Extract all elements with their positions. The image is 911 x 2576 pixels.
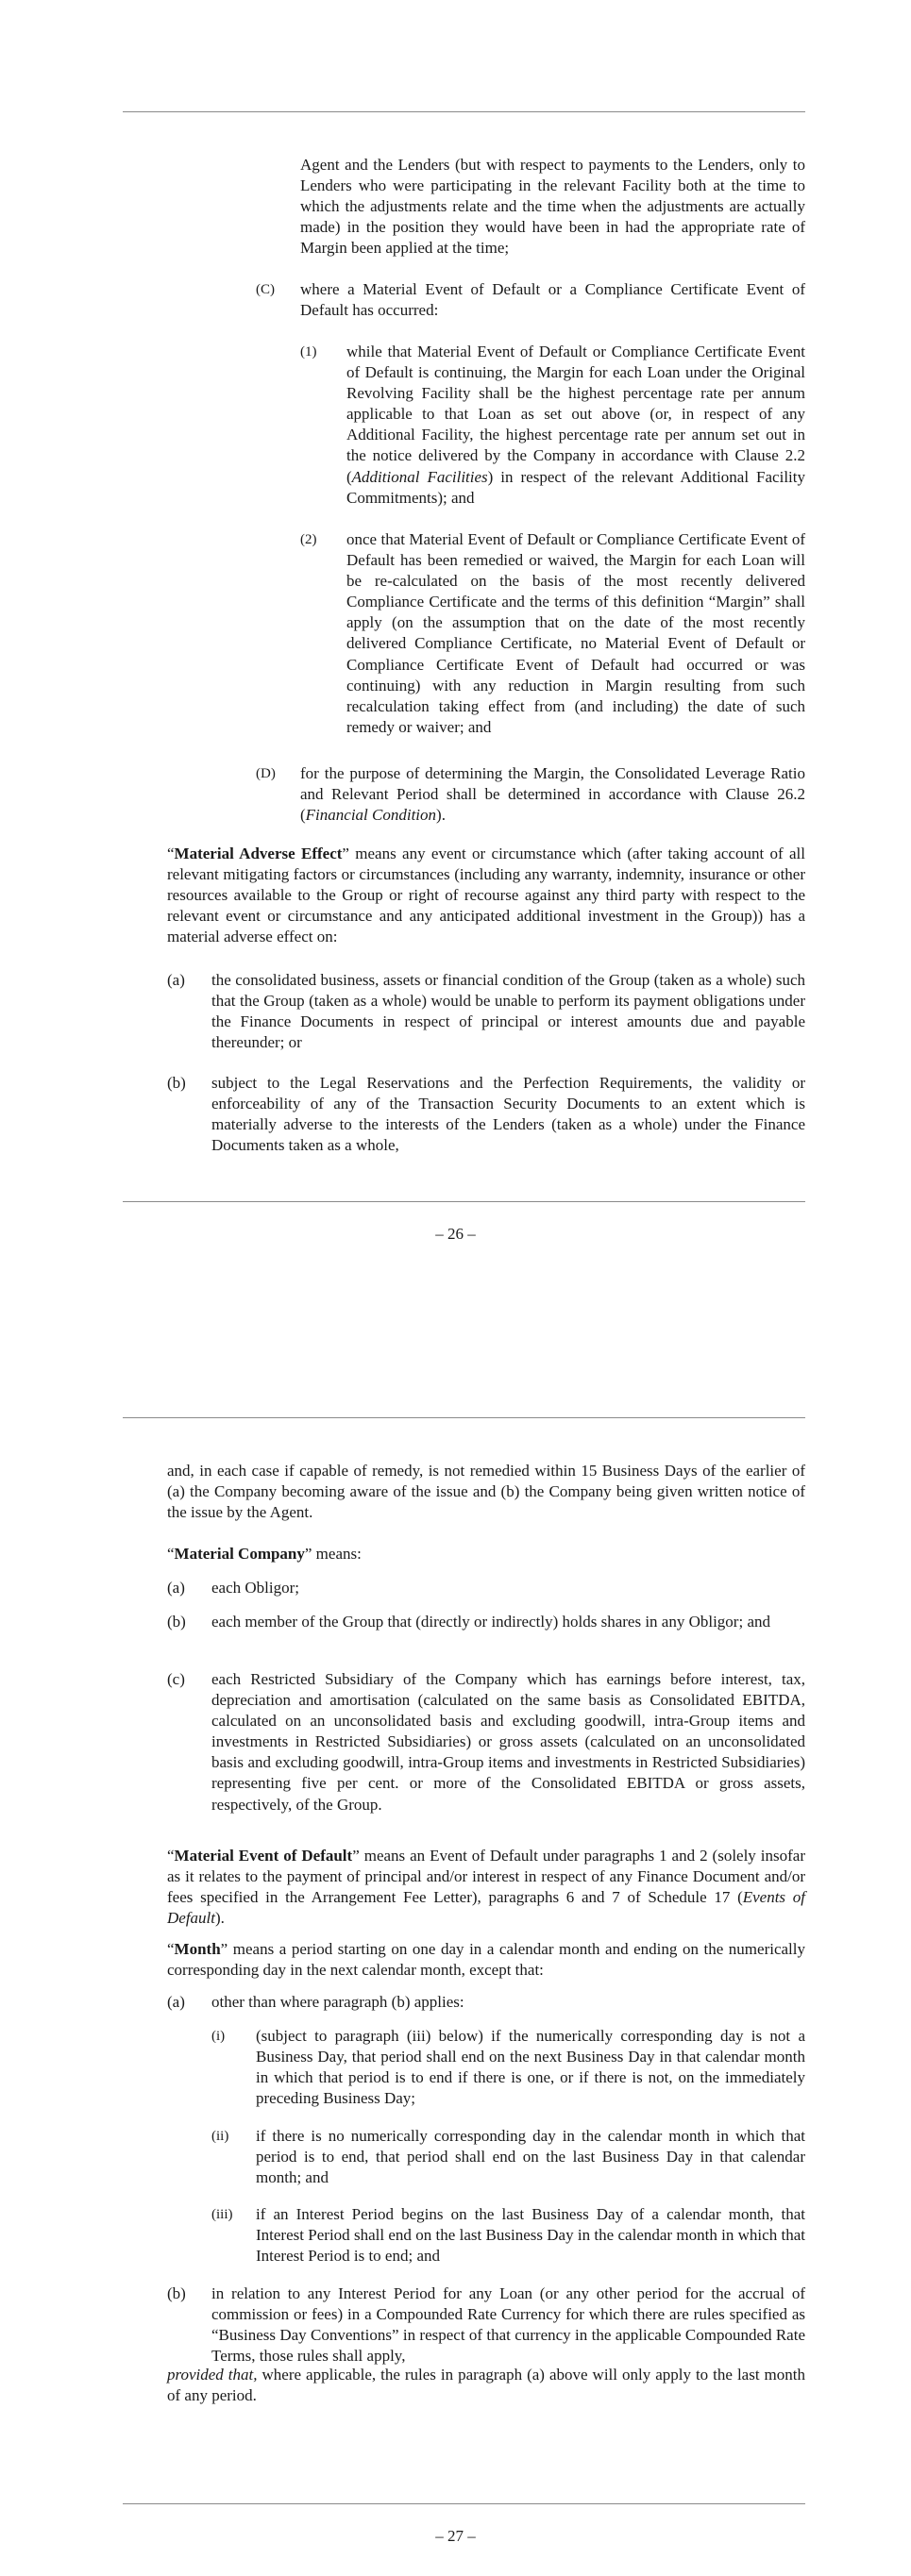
list-label-C1: (1): [300, 344, 317, 360]
definition-text: ” means any event or circumstance which (after taking account of all relevant mitigating factors or circumstances (including any warranty, indemnity, insurance or other resources available to the Group or right of recourse against any third party with respect to the relevant event or circumstance and any anticipated additional investment in the Group)) has a material adverse effect on:: [167, 845, 806, 946]
list-item-D: [300, 763, 805, 826]
proviso-paragraph: [167, 2365, 805, 2406]
page-26-bottom-rule: [123, 1201, 805, 1202]
page-27-top-rule: [123, 1417, 805, 1418]
definition-month: [167, 1939, 805, 1981]
defined-term: Material Company: [174, 1545, 305, 1563]
defined-term: Material Adverse Effect: [174, 845, 343, 862]
list-item-b: in relation to any Interest Period for any Loan (or any other period for the accrual of commission or fees) in a Compounded Rate Currency for which there are rules specified as “Business Day Conventions” in respect of that currency in the applicable Compounded Rate Terms, those rules shall apply,: [211, 2284, 805, 2366]
list-item-C: where a Material Event of Default or a Compliance Certificate Event of Default has occurred:: [300, 280, 805, 320]
list-item-C1-text-b: ) in respect of the relevant Additional Facility Commitments); and: [346, 467, 805, 507]
list-item-i: (subject to paragraph (iii) below) if the numerically corresponding day is not a Business Day, that period shall end on the next Business Day in that calendar month in which that period is to end if there is one, or if there is not, on the immediately preceding Business Day;: [256, 2027, 805, 2108]
list-label-ii: (ii): [211, 2129, 229, 2144]
list-item-D-text-italic: Financial Condition: [305, 806, 437, 825]
defined-term: Material Event of Default: [174, 1847, 353, 1865]
definition-text-b: ).: [215, 1909, 225, 1928]
list-label-b: (b): [167, 1613, 186, 1631]
list-label-a: (a): [167, 1993, 185, 2011]
list-item-C1-text-a: while that Material Event of Default or Compliance Certificate Event of Default is continuing, the Margin for each Loan under the Original Revolving Facility shall be the highest percentage rate per annum applicable to that Loan as set out above (or, in respect of any Additional Facility, the highest percentage rate per annum set out in the notice delivered by the Company in accordance with Clause 2.2 (: [346, 343, 805, 486]
definition-material-event-of-default: [167, 1846, 805, 1929]
definition-material-adverse-effect: [167, 844, 805, 947]
list-item-ii: if there is no numerically corresponding day in the calendar month in which that period is to end, that period shall end on the last Business Day in that calendar month; and: [256, 2127, 805, 2187]
quote-open: “: [167, 1545, 175, 1563]
list-item-D-text-a: for the purpose of determining the Margin, the Consolidated Leverage Ratio and Relevant Period shall be determined in accordance with Clause 26.2 (: [300, 764, 805, 825]
margin-paragraph-continuation: Agent and the Lenders (but with respect to payments to the Lenders, only to Lenders who were participating in the relevant Facility both at the time to which the adjustments relate and the time when the adjustments are actually made) in the position they would have been in had the appropriate rate of Margin been applied at the time;: [300, 156, 805, 258]
defined-term: Month: [174, 1940, 221, 1958]
definition-text: ” means a period starting on one day in a calendar month and ending on the numerically corresponding day in the next calendar month, except that:: [167, 1940, 805, 1980]
list-label-c: (c): [167, 1670, 185, 1688]
list-item-c: each Restricted Subsidiary of the Company which has earnings before interest, tax, depreciation and amortisation (calculated on the same basis as Consolidated EBITDA, calculated on an unconsolidated basis and excluding goodwill, intra-Group items and investments in Restricted Subsidiaries) or gross assets (calculated on an unconsolidated basis and excluding goodwill, intra-Group items and investments in Restricted Subsidiaries) representing five per cent. or more of the Consolidated EBITDA or gross assets, respectively, of the Group.: [211, 1670, 805, 1814]
list-label-a: (a): [167, 971, 185, 989]
list-label-C2: (2): [300, 532, 317, 547]
list-label-b: (b): [167, 1074, 186, 1092]
list-label-iii: (iii): [211, 2207, 233, 2222]
quote-open: “: [167, 1847, 175, 1865]
definition-material-company: [167, 1544, 805, 1564]
definition-text-italic: Events of Default: [167, 1888, 805, 1928]
definition-text-a: ” means an Event of Default under paragraphs 1 and 2 (solely insofar as it relates to the payment of principal and/or interest in respect of any Finance Document and/or fees specified in the Arrangement Fee Letter), paragraphs 6 and 7 of Schedule 17 (: [167, 1847, 805, 1907]
page-26-top-rule: [123, 111, 805, 112]
list-item-C1-text-italic: Additional Facilities: [351, 467, 488, 486]
page-27-bottom-rule: [123, 2503, 805, 2504]
proviso-italic: provided that,: [167, 2366, 258, 2384]
list-item-a: the consolidated business, assets or financial condition of the Group (taken as a whole) such that the Group (taken as a whole) would be unable to perform its payment obligations under the Finance Documents in respect of principal or interest amounts due and payable thereunder; or: [211, 971, 805, 1052]
list-item-a: other than where paragraph (b) applies:: [211, 1993, 464, 2011]
list-item-b: subject to the Legal Reservations and the Perfection Requirements, the validity or enforceability of any of the Transaction Security Documents to an extent which is materially adverse to the interests of the Lenders (taken as a whole) under the Finance Documents taken as a whole,: [211, 1074, 805, 1155]
list-label-D: (D): [256, 766, 276, 781]
page-number-26: – 26 –: [435, 1225, 476, 1243]
quote-open: “: [167, 1940, 175, 1958]
list-item-b: each member of the Group that (directly or indirectly) holds shares in any Obligor; and: [211, 1613, 770, 1631]
proviso-text: where applicable, the rules in paragraph (a) above will only apply to the last month of any period.: [167, 2366, 805, 2405]
list-item-D-text-b: ).: [436, 806, 446, 825]
page-number-27: – 27 –: [435, 2527, 476, 2545]
list-label-C: (C): [256, 282, 275, 297]
quote-open: “: [167, 845, 175, 862]
list-item-C1: [346, 342, 805, 509]
definition-text: ” means:: [304, 1545, 362, 1563]
list-item-iii: if an Interest Period begins on the last Business Day of a calendar month, that Interest Period shall end on the last Business Day in the calendar month in which that Interest Period is to end; and: [256, 2205, 805, 2266]
list-label-i: (i): [211, 2029, 226, 2044]
list-label-a: (a): [167, 1579, 185, 1597]
list-item-a: each Obligor;: [211, 1579, 299, 1597]
list-label-b: (b): [167, 2284, 186, 2302]
list-item-C2: once that Material Event of Default or Compliance Certificate Event of Default has been remedied or waived, the Margin for each Loan will be re-calculated on the basis of the most recently delivered Compliance Certificate and the terms of this definition “Margin” shall apply (on the assumption that on the date of the most recently delivered Compliance Certificate, no Material Event of Default or Compliance Certificate Event of Default had occurred or was continuing) with any reduction in Margin resulting from such recalculation taking effect from (and including) the date of such remedy or waiver; and: [346, 530, 805, 736]
material-adverse-effect-continuation: and, in each case if capable of remedy, is not remedied within 15 Business Days of the earlier of (a) the Company becoming aware of the issue and (b) the Company being given written notice of the issue by the Agent.: [167, 1462, 805, 1522]
